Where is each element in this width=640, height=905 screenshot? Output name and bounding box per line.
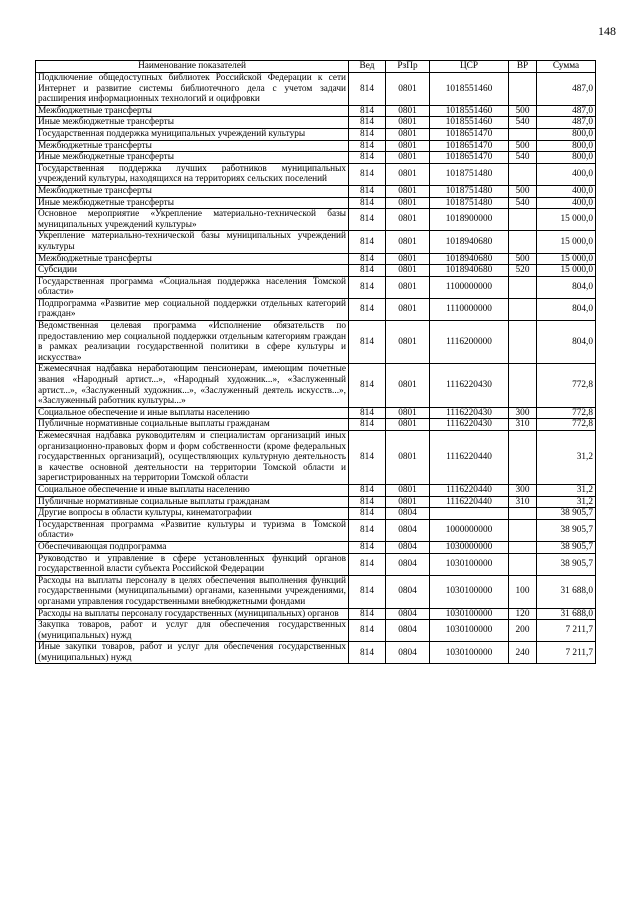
cell-ved: 814: [349, 276, 386, 298]
cell-rzpr: 0801: [386, 265, 430, 277]
cell-vr: 540: [509, 117, 537, 129]
cell-sum: 38 905,7: [537, 553, 596, 575]
cell-name: Социальное обеспечение и иные выплаты населению: [36, 407, 349, 419]
table-row: [36, 163, 596, 185]
cell-rzpr: 0801: [386, 163, 430, 185]
cell-name: Межбюджетные трансферты: [36, 185, 349, 197]
cell-rzpr: 0801: [386, 419, 430, 431]
cell-rzpr: 0801: [386, 276, 430, 298]
cell-ved: 814: [349, 541, 386, 553]
cell-ved: 814: [349, 73, 386, 106]
cell-rzpr: 0801: [386, 117, 430, 129]
cell-sum: 7 211,7: [537, 620, 596, 642]
cell-ved: 814: [349, 364, 386, 407]
header-sum: Сумма: [537, 61, 596, 73]
cell-rzpr: 0801: [386, 364, 430, 407]
cell-ved: 814: [349, 431, 386, 485]
cell-name: Расходы на выплаты персоналу в целях обеспечения выполнения функций государственными (муниципальными) органами, казенными учреждениями, органами управления государственными внебюджетными фондами: [36, 575, 349, 608]
cell-rzpr: 0801: [386, 484, 430, 496]
cell-ved: 814: [349, 197, 386, 209]
cell-vr: 300: [509, 407, 537, 419]
cell-sum: 400,0: [537, 163, 596, 185]
cell-name: Подключение общедоступных библиотек Российской Федерации к сети Интернет и развитие системы библиотечного дела с учетом задачи расширения информационных технологий и оцифровки: [36, 73, 349, 106]
cell-name: Основное мероприятие «Укрепление материально-технической базы муниципальных учреждений культуры»: [36, 209, 349, 231]
table-row: [36, 642, 596, 664]
table-body: [36, 73, 596, 664]
table-row: [36, 231, 596, 253]
cell-name: Межбюджетные трансферты: [36, 253, 349, 265]
cell-vr: 120: [509, 608, 537, 620]
cell-vr: [509, 431, 537, 485]
cell-csr: [430, 508, 509, 520]
cell-ved: 814: [349, 140, 386, 152]
table-row: [36, 276, 596, 298]
header-ved: Вед: [349, 61, 386, 73]
cell-ved: 814: [349, 231, 386, 253]
cell-vr: 540: [509, 197, 537, 209]
cell-rzpr: 0801: [386, 105, 430, 117]
table-row: [36, 128, 596, 140]
cell-csr: 1018751480: [430, 163, 509, 185]
cell-rzpr: 0804: [386, 608, 430, 620]
cell-rzpr: 0801: [386, 231, 430, 253]
cell-csr: 1018940680: [430, 265, 509, 277]
cell-ved: 814: [349, 553, 386, 575]
cell-name: Руководство и управление в сфере установленных функций органов государственной власти субъекта Российской Федерации: [36, 553, 349, 575]
cell-name: Субсидии: [36, 265, 349, 277]
cell-sum: 487,0: [537, 105, 596, 117]
cell-name: Иные межбюджетные трансферты: [36, 117, 349, 129]
table-row: [36, 608, 596, 620]
cell-name: Ежемесячная надбавка руководителям и специалистам организаций иных организационно-правовых форм и форм собственности (кроме федеральных государственных организаций), осуществляющих культурную деятельность в качестве основной деятельности на территории Томской области и зарегистрированных на территории Томской области: [36, 431, 349, 485]
cell-name: Социальное обеспечение и иные выплаты населению: [36, 484, 349, 496]
cell-vr: [509, 209, 537, 231]
cell-name: Укрепление материально-технической базы муниципальных учреждений культуры: [36, 231, 349, 253]
cell-csr: 1018940680: [430, 231, 509, 253]
cell-csr: 1030100000: [430, 642, 509, 664]
cell-ved: 814: [349, 152, 386, 164]
cell-sum: 400,0: [537, 185, 596, 197]
cell-ved: 814: [349, 519, 386, 541]
table-row: [36, 73, 596, 106]
cell-vr: 310: [509, 419, 537, 431]
cell-vr: 520: [509, 265, 537, 277]
cell-name: Обеспечивающая подпрограмма: [36, 541, 349, 553]
cell-ved: 814: [349, 608, 386, 620]
table-row: [36, 620, 596, 642]
table-header-row: [36, 61, 596, 73]
cell-rzpr: 0801: [386, 140, 430, 152]
cell-ved: 814: [349, 265, 386, 277]
cell-name: Публичные нормативные социальные выплаты гражданам: [36, 419, 349, 431]
cell-rzpr: 0804: [386, 620, 430, 642]
cell-sum: 7 211,7: [537, 642, 596, 664]
cell-vr: [509, 276, 537, 298]
cell-sum: 15 000,0: [537, 209, 596, 231]
cell-csr: 1116220430: [430, 407, 509, 419]
cell-sum: 38 905,7: [537, 508, 596, 520]
cell-rzpr: 0801: [386, 431, 430, 485]
cell-csr: 1116200000: [430, 321, 509, 364]
cell-rzpr: 0801: [386, 496, 430, 508]
cell-name: Расходы на выплаты персоналу государственных (муниципальных) органов: [36, 608, 349, 620]
cell-rzpr: 0801: [386, 407, 430, 419]
cell-ved: 814: [349, 185, 386, 197]
cell-csr: 1116220430: [430, 419, 509, 431]
table-row: [36, 541, 596, 553]
cell-csr: 1018551460: [430, 105, 509, 117]
table-row: [36, 519, 596, 541]
cell-rzpr: 0804: [386, 541, 430, 553]
cell-name: Другие вопросы в области культуры, кинематографии: [36, 508, 349, 520]
cell-csr: 1030100000: [430, 608, 509, 620]
cell-rzpr: 0804: [386, 508, 430, 520]
table-row: [36, 209, 596, 231]
cell-sum: 38 905,7: [537, 519, 596, 541]
table-row: [36, 496, 596, 508]
cell-ved: 814: [349, 209, 386, 231]
cell-sum: 772,8: [537, 407, 596, 419]
cell-csr: 1018651470: [430, 140, 509, 152]
cell-sum: 31 688,0: [537, 608, 596, 620]
cell-sum: 400,0: [537, 197, 596, 209]
cell-ved: 814: [349, 128, 386, 140]
table-row: [36, 419, 596, 431]
table-row: [36, 321, 596, 364]
table-row: [36, 431, 596, 485]
cell-sum: 31 688,0: [537, 575, 596, 608]
cell-sum: 31,2: [537, 484, 596, 496]
cell-name: Публичные нормативные социальные выплаты гражданам: [36, 496, 349, 508]
cell-rzpr: 0801: [386, 298, 430, 320]
cell-name: Государственная программа «Социальная поддержка населения Томской области»: [36, 276, 349, 298]
cell-ved: 814: [349, 105, 386, 117]
cell-sum: 487,0: [537, 73, 596, 106]
cell-csr: 1018651470: [430, 128, 509, 140]
cell-vr: [509, 321, 537, 364]
table-row: [36, 253, 596, 265]
table-row: [36, 265, 596, 277]
cell-vr: [509, 541, 537, 553]
cell-name: Иные закупки товаров, работ и услуг для обеспечения государственных (муниципальных) нужд: [36, 642, 349, 664]
cell-sum: 15 000,0: [537, 265, 596, 277]
cell-csr: 1116220440: [430, 484, 509, 496]
cell-name: Ведомственная целевая программа «Исполнение обязательств по предоставлению мер социальной поддержки отдельным категориям граждан в рамках реализации государственной политики в сфере культуры и искусства»: [36, 321, 349, 364]
cell-vr: [509, 519, 537, 541]
cell-csr: 1018651470: [430, 152, 509, 164]
cell-csr: 1018900000: [430, 209, 509, 231]
cell-vr: 100: [509, 575, 537, 608]
cell-csr: 1030000000: [430, 541, 509, 553]
cell-vr: 500: [509, 140, 537, 152]
cell-ved: 814: [349, 508, 386, 520]
cell-name: Иные межбюджетные трансферты: [36, 152, 349, 164]
cell-ved: 814: [349, 419, 386, 431]
budget-table: [35, 60, 596, 664]
table-row: [36, 105, 596, 117]
cell-vr: 200: [509, 620, 537, 642]
cell-ved: 814: [349, 298, 386, 320]
cell-csr: 1000000000: [430, 519, 509, 541]
table-row: [36, 298, 596, 320]
cell-csr: 1030100000: [430, 575, 509, 608]
cell-sum: 15 000,0: [537, 231, 596, 253]
cell-name: Государственная программа «Развитие культуры и туризма в Томской области»: [36, 519, 349, 541]
cell-vr: 540: [509, 152, 537, 164]
cell-csr: 1030100000: [430, 553, 509, 575]
page-number: 148: [598, 24, 616, 38]
cell-rzpr: 0804: [386, 519, 430, 541]
cell-vr: [509, 231, 537, 253]
cell-sum: 800,0: [537, 128, 596, 140]
cell-vr: [509, 73, 537, 106]
table-row: [36, 575, 596, 608]
cell-name: Государственная поддержка лучших работников муниципальных учреждений культуры, находящихся на территориях сельских поселений: [36, 163, 349, 185]
cell-rzpr: 0804: [386, 642, 430, 664]
cell-ved: 814: [349, 407, 386, 419]
cell-csr: 1018551460: [430, 117, 509, 129]
cell-ved: 814: [349, 253, 386, 265]
cell-ved: 814: [349, 321, 386, 364]
cell-name: Межбюджетные трансферты: [36, 140, 349, 152]
cell-csr: 1018751480: [430, 185, 509, 197]
cell-ved: 814: [349, 642, 386, 664]
cell-name: Межбюджетные трансферты: [36, 105, 349, 117]
cell-csr: 1116220440: [430, 496, 509, 508]
cell-sum: 31,2: [537, 496, 596, 508]
cell-vr: 240: [509, 642, 537, 664]
cell-rzpr: 0801: [386, 321, 430, 364]
cell-vr: [509, 298, 537, 320]
cell-rzpr: 0801: [386, 73, 430, 106]
cell-ved: 814: [349, 117, 386, 129]
table-row: [36, 508, 596, 520]
cell-name: Подпрограмма «Развитие мер социальной поддержки отдельных категорий граждан»: [36, 298, 349, 320]
cell-ved: 814: [349, 575, 386, 608]
header-vr: ВР: [509, 61, 537, 73]
cell-sum: 772,8: [537, 364, 596, 407]
cell-vr: 300: [509, 484, 537, 496]
cell-ved: 814: [349, 496, 386, 508]
cell-vr: [509, 508, 537, 520]
header-rzpr: РзПр: [386, 61, 430, 73]
cell-vr: 500: [509, 185, 537, 197]
cell-ved: 814: [349, 620, 386, 642]
table-row: [36, 407, 596, 419]
cell-csr: 1116220440: [430, 431, 509, 485]
cell-rzpr: 0801: [386, 197, 430, 209]
cell-sum: 800,0: [537, 152, 596, 164]
cell-name: Закупка товаров, работ и услуг для обеспечения государственных (муниципальных) нужд: [36, 620, 349, 642]
cell-csr: 1030100000: [430, 620, 509, 642]
cell-sum: 800,0: [537, 140, 596, 152]
cell-sum: 31,2: [537, 431, 596, 485]
table-row: [36, 185, 596, 197]
table-row: [36, 140, 596, 152]
cell-sum: 804,0: [537, 298, 596, 320]
cell-vr: [509, 553, 537, 575]
cell-vr: 310: [509, 496, 537, 508]
cell-sum: 804,0: [537, 276, 596, 298]
table-row: [36, 484, 596, 496]
cell-sum: 15 000,0: [537, 253, 596, 265]
cell-vr: [509, 364, 537, 407]
cell-sum: 772,8: [537, 419, 596, 431]
cell-vr: 500: [509, 105, 537, 117]
cell-csr: 1018940680: [430, 253, 509, 265]
cell-rzpr: 0801: [386, 253, 430, 265]
cell-rzpr: 0801: [386, 128, 430, 140]
cell-sum: 38 905,7: [537, 541, 596, 553]
cell-sum: 487,0: [537, 117, 596, 129]
table-row: [36, 117, 596, 129]
cell-ved: 814: [349, 484, 386, 496]
cell-rzpr: 0804: [386, 575, 430, 608]
cell-name: Ежемесячная надбавка неработающим пенсионерам, имеющим почетные звания «Народный артист...», «Народный художник...», «Заслуженный артист...», «Заслуженный художник...», «Заслуженный деятель искусств...», «Заслуженный работник культуры...»: [36, 364, 349, 407]
cell-vr: [509, 163, 537, 185]
cell-rzpr: 0801: [386, 152, 430, 164]
table-row: [36, 152, 596, 164]
cell-rzpr: 0804: [386, 553, 430, 575]
cell-csr: 1116220430: [430, 364, 509, 407]
cell-csr: 1018551460: [430, 73, 509, 106]
cell-name: Иные межбюджетные трансферты: [36, 197, 349, 209]
cell-sum: 804,0: [537, 321, 596, 364]
header-name: Наименование показателей: [36, 61, 349, 73]
cell-name: Государственная поддержка муниципальных учреждений культуры: [36, 128, 349, 140]
cell-rzpr: 0801: [386, 185, 430, 197]
cell-rzpr: 0801: [386, 209, 430, 231]
table-row: [36, 553, 596, 575]
cell-csr: 1100000000: [430, 276, 509, 298]
table-row: [36, 364, 596, 407]
header-csr: ЦСР: [430, 61, 509, 73]
cell-csr: 1018751480: [430, 197, 509, 209]
cell-csr: 1110000000: [430, 298, 509, 320]
cell-vr: [509, 128, 537, 140]
table-row: [36, 197, 596, 209]
cell-vr: 500: [509, 253, 537, 265]
cell-ved: 814: [349, 163, 386, 185]
